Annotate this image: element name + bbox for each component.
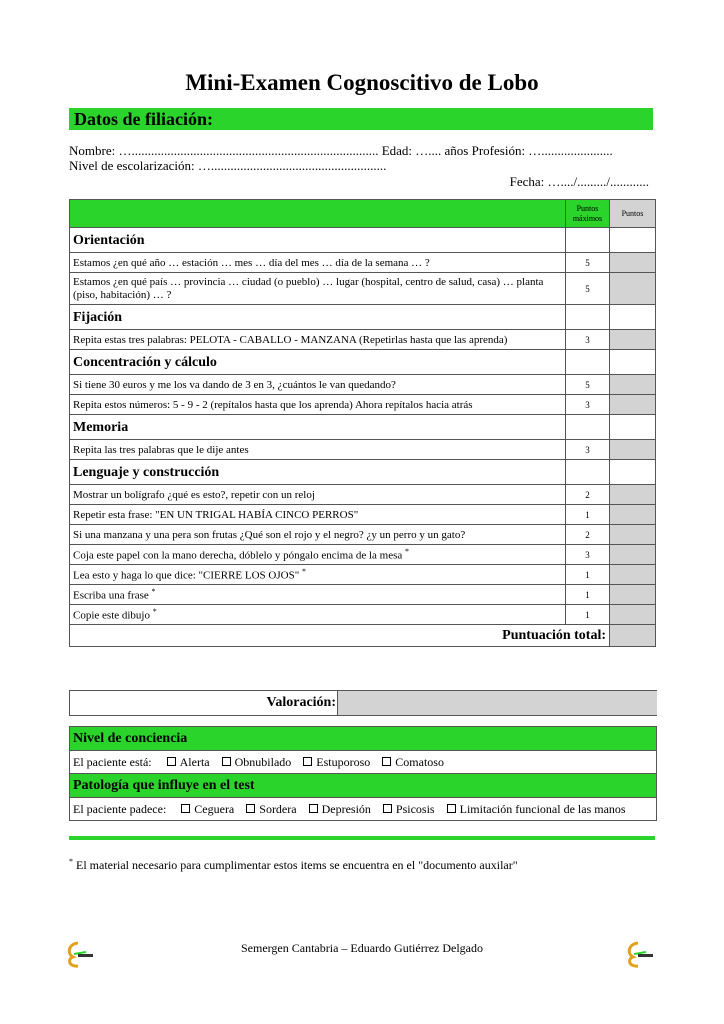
section-title: Orientación (70, 228, 566, 253)
question-text-cell (70, 525, 566, 545)
question-text: Lea esto y haga lo que dice: "CIERRE LOS OJOS" (73, 569, 300, 582)
points-input[interactable] (610, 565, 656, 585)
points-input[interactable] (610, 375, 656, 395)
section-title: Memoria (70, 415, 566, 440)
table-header-row (70, 200, 656, 228)
question-text-cell (70, 375, 566, 395)
nivel-prefix: El paciente está: (73, 755, 152, 769)
nivel-heading: Nivel de conciencia (70, 727, 656, 751)
footnote-text: El material necesario para cumplimentar estos items se encuentra en el "documento auxilar" (73, 858, 518, 872)
points-input[interactable] (610, 485, 656, 505)
question-text: Si tiene 30 euros y me los va dando de 3 en 3, ¿cuántos le van quedando? (73, 378, 396, 391)
question-row (70, 485, 656, 505)
question-row (70, 545, 656, 565)
header-points: Puntos (610, 200, 656, 228)
patologia-option[interactable] (309, 802, 371, 816)
max-points: 1 (566, 585, 610, 605)
points-input[interactable] (610, 545, 656, 565)
patologia-option[interactable] (447, 802, 626, 816)
max-points: 3 (566, 395, 610, 415)
patologia-heading: Patología que influye en el test (70, 774, 656, 798)
fecha-field: Fecha: …..../........./............ (509, 174, 649, 189)
patologia-option[interactable] (383, 802, 435, 816)
question-text-cell (70, 330, 566, 350)
section-max-blank (566, 228, 610, 253)
asterisk-mark: * (152, 607, 157, 617)
question-text: Copie este dibujo (73, 609, 150, 622)
section-row (70, 305, 656, 330)
points-input[interactable] (610, 273, 656, 305)
points-input[interactable] (610, 395, 656, 415)
valoracion-label: Valoración: (266, 695, 336, 710)
section-title: Concentración y cálculo (70, 350, 566, 375)
question-text: Repita las tres palabras que le dije antes (73, 443, 249, 456)
points-input[interactable] (610, 505, 656, 525)
filiacion-heading: Datos de filiación: (74, 109, 213, 129)
section-row (70, 460, 656, 485)
section-title: Fijación (70, 305, 566, 330)
nivel-option[interactable] (222, 755, 292, 769)
nivel-options-row (70, 751, 656, 774)
nivel-option[interactable] (382, 755, 444, 769)
max-points: 3 (566, 545, 610, 565)
section-row (70, 415, 656, 440)
checkbox-icon[interactable] (383, 804, 392, 813)
max-points: 5 (566, 273, 610, 305)
patologia-option[interactable] (246, 802, 296, 816)
checkbox-icon[interactable] (309, 804, 318, 813)
max-points: 1 (566, 505, 610, 525)
question-text-cell (70, 253, 566, 273)
max-points: 1 (566, 605, 610, 625)
checkbox-icon[interactable] (303, 757, 312, 766)
patologia-options-row (70, 798, 656, 820)
question-text: Repita estas tres palabras: PELOTA - CABALLO - MANZANA (Repetirlas hasta que las aprenda) (73, 333, 508, 346)
question-row (70, 440, 656, 460)
question-row (70, 273, 656, 305)
max-points: 5 (566, 375, 610, 395)
checkbox-icon[interactable] (382, 757, 391, 766)
option-label: Comatoso (395, 755, 444, 769)
conciencia-box (69, 726, 657, 821)
question-row (70, 253, 656, 273)
option-label: Sordera (259, 802, 297, 816)
question-text: Estamos ¿en qué año … estación … mes … día del mes … día de la semana … ? (73, 256, 430, 269)
question-text: Si una manzana y una pera son frutas ¿Qué son el rojo y el negro? ¿y un perro y un gato? (73, 528, 466, 541)
section-max-blank (566, 350, 610, 375)
max-points: 3 (566, 330, 610, 350)
option-label: Alerta (179, 755, 210, 769)
asterisk-mark: * (405, 547, 410, 557)
question-row (70, 565, 656, 585)
question-text-cell (70, 585, 566, 605)
nivel-option[interactable] (303, 755, 370, 769)
points-input[interactable] (610, 525, 656, 545)
max-points: 2 (566, 485, 610, 505)
checkbox-icon[interactable] (222, 757, 231, 766)
total-label: Puntuación total: (70, 625, 610, 647)
option-label: Ceguera (194, 802, 235, 816)
footer-credit: Semergen Cantabria – Eduardo Gutiérrez Delgado (240, 941, 484, 955)
semergen-logo-right-icon (624, 940, 654, 968)
total-points-input[interactable] (610, 625, 656, 647)
points-input[interactable] (610, 253, 656, 273)
green-divider (69, 836, 655, 840)
question-text: Repetir esta frase: "EN UN TRIGAL HABÍA CINCO PERROS" (73, 508, 359, 521)
question-text: Coja este papel con la mano derecha, dóblelo y póngalo encima de la mesa (73, 549, 403, 562)
checkbox-icon[interactable] (167, 757, 176, 766)
valoracion-input[interactable] (337, 691, 657, 715)
section-row (70, 350, 656, 375)
max-points: 3 (566, 440, 610, 460)
question-text-cell (70, 273, 566, 305)
question-text: Mostrar un bolígrafo ¿qué es esto?, repetir con un reloj (73, 488, 315, 501)
exam-table (69, 199, 656, 647)
section-max-blank (566, 415, 610, 440)
section-title: Lenguaje y construcción (70, 460, 566, 485)
nivel-option[interactable] (167, 755, 210, 769)
patologia-prefix: El paciente padece: (73, 802, 167, 816)
points-input[interactable] (610, 605, 656, 625)
section-max-blank (566, 305, 610, 330)
question-text-cell (70, 605, 566, 625)
checkbox-icon[interactable] (447, 804, 456, 813)
footnote (69, 857, 518, 873)
points-input[interactable] (610, 440, 656, 460)
filiacion-line-2: Nivel de escolarización: …...................................................... (69, 158, 387, 173)
question-row (70, 505, 656, 525)
points-input[interactable] (610, 585, 656, 605)
question-text-cell (70, 485, 566, 505)
filiacion-header (69, 108, 653, 130)
question-text-cell (70, 395, 566, 415)
section-points-blank (610, 305, 656, 330)
asterisk-mark: * (301, 567, 306, 577)
option-label: Estuporoso (316, 755, 371, 769)
question-row (70, 585, 656, 605)
section-max-blank (566, 460, 610, 485)
question-text: Repita estos números: 5 - 9 - 2 (repítalos hasta que los aprenda) Ahora repítalos hacia atrás (73, 398, 473, 411)
max-points: 1 (566, 565, 610, 585)
table-header-blank (70, 200, 566, 228)
checkbox-icon[interactable] (246, 804, 255, 813)
question-row (70, 525, 656, 545)
asterisk-mark: * (151, 587, 156, 597)
max-points: 2 (566, 525, 610, 545)
question-text: Escriba una frase (73, 589, 149, 602)
section-points-blank (610, 415, 656, 440)
question-text-cell (70, 565, 566, 585)
total-row (70, 625, 656, 647)
footnote-mark: * (69, 857, 73, 866)
section-points-blank (610, 460, 656, 485)
question-text-cell (70, 545, 566, 565)
option-label: Obnubilado (234, 755, 292, 769)
section-points-blank (610, 228, 656, 253)
option-label: Limitación funcional de las manos (459, 802, 626, 816)
question-text-cell (70, 440, 566, 460)
option-label: Psicosis (395, 802, 435, 816)
section-points-blank (610, 350, 656, 375)
patologia-option[interactable] (181, 802, 234, 816)
question-row (70, 395, 656, 415)
question-text: Estamos ¿en qué país … provincia … ciudad (o pueblo) … lugar (hospital, centro de salud, casa) … planta (piso, habitación) … ? (73, 275, 544, 301)
header-max-points: Puntos máximos (566, 200, 610, 228)
points-input[interactable] (610, 330, 656, 350)
max-points: 5 (566, 253, 610, 273)
question-row (70, 375, 656, 395)
option-label: Depresión (321, 802, 371, 816)
question-text-cell (70, 505, 566, 525)
section-row (70, 228, 656, 253)
checkbox-icon[interactable] (181, 804, 190, 813)
filiacion-line-1: Nombre: …............................................................................ Edad: ….... años Profesión: …...................... (69, 143, 613, 158)
question-row (70, 605, 656, 625)
page-title: Mini-Examen Cognoscitivo de Lobo (185, 70, 539, 95)
valoracion-row (69, 690, 657, 716)
question-row (70, 330, 656, 350)
